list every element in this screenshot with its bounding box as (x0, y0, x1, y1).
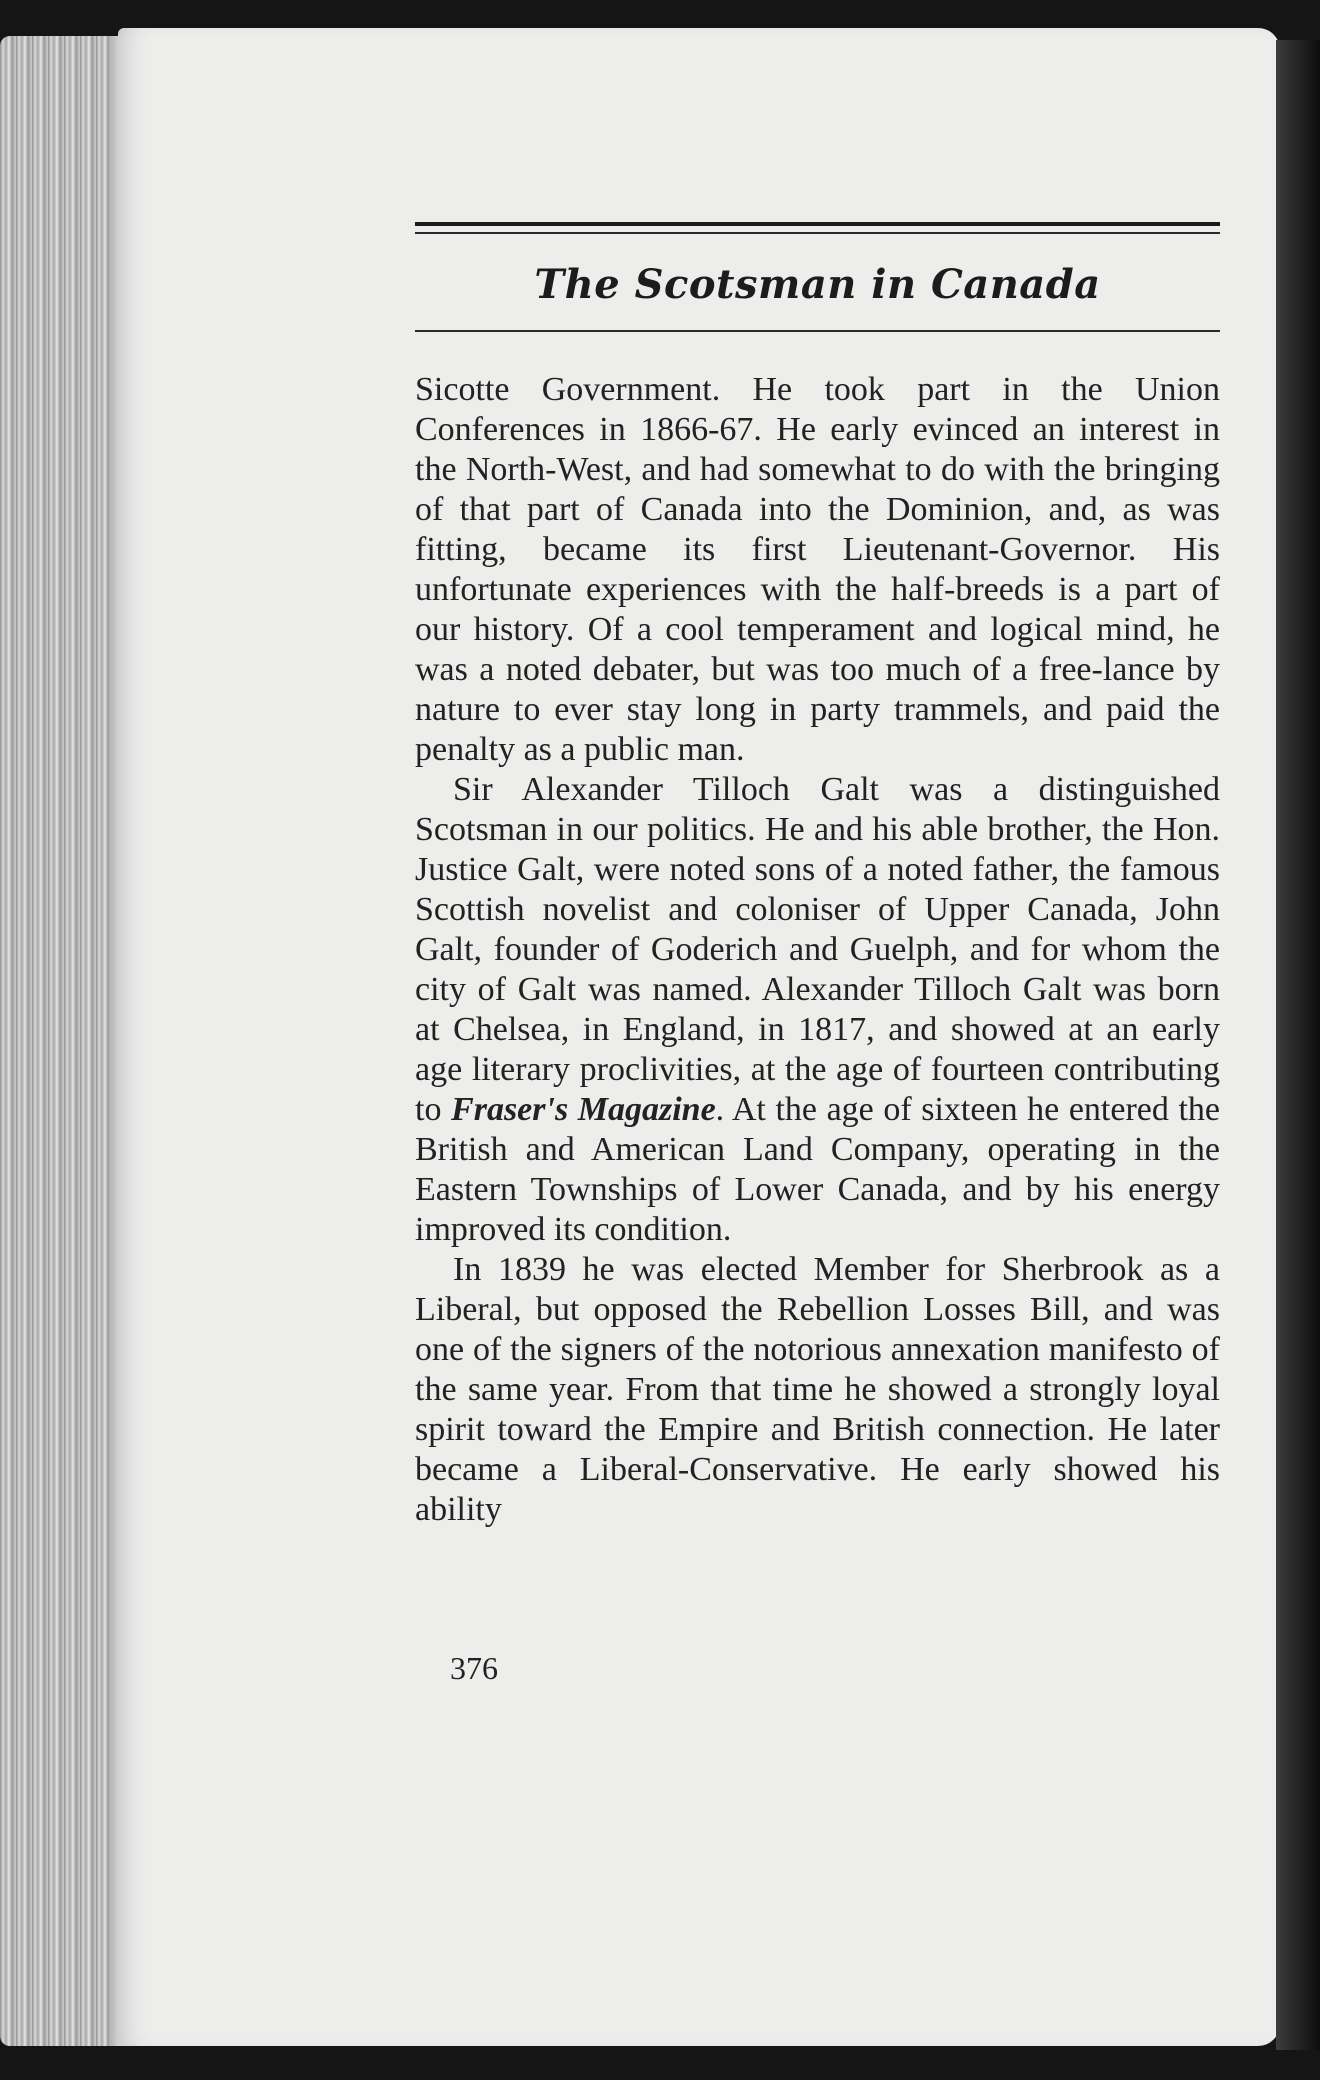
page-edges (0, 36, 125, 2046)
header-rule-thick (415, 222, 1220, 226)
paragraph-2-text-before: Sir Alexander Tilloch Galt was a distinguished Scotsman in our politics. He and his able brother, the Hon. Justice Galt, were noted sons of a noted father, the famous Scottish novelist and coloniser of Upper Canada, John Galt, founder of Goderich and Guelph, and for whom the city of Galt was named. Alexander Tilloch Galt was born at Chelsea, in England, in 1817, and showed at an early age literary proclivities, at the age of fourteen contributing to (415, 771, 1220, 1128)
book-right-edge (1276, 40, 1320, 2050)
paragraph-1: Sicotte Government. He took part in the Union Conferences in 1866-67. He early evinced an interest in the North-West, and had somewhat to do with the bringing of that part of Canada into the Dominion, and, as was fitting, became its first Lieutenant-Governor. His unfortunate experiences with the half-breeds is a part of our history. Of a cool temperament and logical mind, he was a noted debater, but was too much of a free-lance by nature to ever stay long in party trammels, and paid the penalty as a public man. (415, 371, 1220, 768)
header-rule-thin (415, 232, 1220, 234)
paragraph-2 (415, 770, 1220, 1250)
running-head: The Scotsman in Canada (534, 261, 1101, 308)
page-number: 376 (450, 1650, 498, 1686)
paragraph-3: In 1839 he was elected Member for Sherbrook as a Liberal, but opposed the Rebellion Losses Bill, and was one of the signers of the notorious annexation manifesto of the same year. From that time he showed a strongly loyal spirit toward the Empire and British connection. He later became a Liberal-Conservative. He early showed his ability (415, 1251, 1220, 1528)
magazine-title: Fraser's Magazine (451, 1091, 716, 1128)
body-text (415, 370, 1220, 1530)
header-underline-rule (415, 330, 1220, 332)
paragraph-2-text-after: . At the age of sixteen he entered the British and American Land Company, operating in the Eastern Townships of Lower Canada, and by his energy improved its condition. (415, 1091, 1220, 1248)
